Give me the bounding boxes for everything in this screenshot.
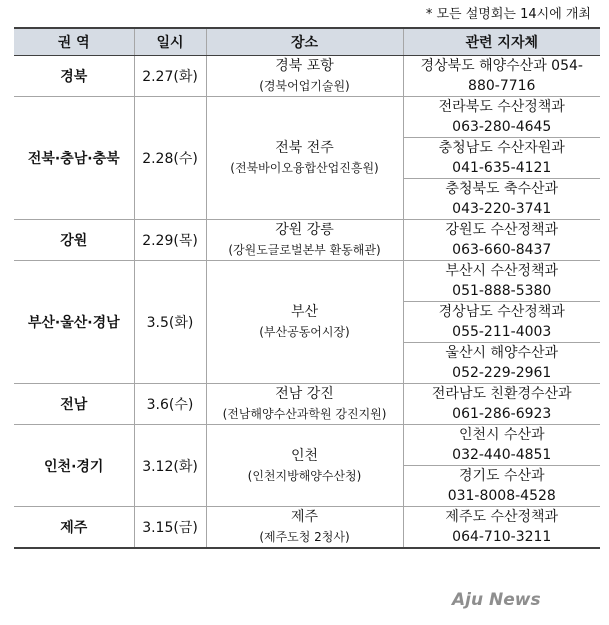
region-cell: 부산·울산·경남 bbox=[14, 261, 134, 384]
venue-cell bbox=[206, 261, 403, 384]
venue-detail: (강원도글로벌본부 환동해관) bbox=[228, 243, 381, 257]
venue-name: 전북 전주 bbox=[275, 140, 334, 156]
header-venue: 장소 bbox=[206, 28, 403, 56]
date-cell: 2.28(수) bbox=[134, 97, 206, 220]
contact-cell bbox=[403, 220, 600, 261]
venue-name: 강원 강릉 bbox=[275, 222, 334, 238]
venue-detail: (인천지방해양수산청) bbox=[247, 468, 362, 483]
contact-org: 강원도 수산정책과 bbox=[445, 222, 559, 238]
venue-cell bbox=[206, 384, 403, 425]
venue-name: 인천 bbox=[290, 447, 319, 464]
venue-detail: (경북어업기술원) bbox=[259, 79, 350, 93]
table-header-row bbox=[14, 28, 600, 56]
venue-cell bbox=[206, 425, 403, 507]
contact-org: 울산시 해양수산과 bbox=[445, 345, 559, 361]
news-watermark: Aju News bbox=[452, 590, 541, 610]
contact-cell bbox=[403, 179, 600, 220]
contact-phone: 052-229-2961 bbox=[452, 365, 552, 381]
table-row bbox=[14, 261, 600, 302]
table-row bbox=[14, 97, 600, 138]
contact-phone: 051-888-5380 bbox=[452, 283, 552, 299]
venue-name: 제주 bbox=[290, 509, 319, 525]
contact-cell bbox=[403, 138, 600, 179]
contact-org: 경상남도 수산정책과 bbox=[438, 304, 565, 320]
table-row bbox=[14, 425, 600, 466]
contact-org: 충청북도 축수산과 bbox=[445, 181, 559, 197]
date-cell: 2.29(목) bbox=[134, 220, 206, 261]
briefing-schedule-table bbox=[14, 27, 600, 549]
contact-org: 인천시 수산과 bbox=[458, 427, 545, 443]
contact-phone: 063-660-8437 bbox=[452, 242, 552, 258]
region-cell: 전남 bbox=[14, 384, 134, 425]
contact-phone: 032-440-4851 bbox=[452, 447, 552, 463]
contact-phone: 061-286-6923 bbox=[452, 406, 552, 422]
contact-cell bbox=[403, 56, 600, 97]
region-cell: 경북 bbox=[14, 56, 134, 97]
contact-org: 전라남도 친환경수산과 bbox=[431, 386, 572, 402]
contact-cell bbox=[403, 384, 600, 425]
contact-phone: 064-710-3211 bbox=[452, 529, 552, 545]
contact-org: 경기도 수산과 bbox=[458, 468, 545, 484]
contact-phone: 055-211-4003 bbox=[452, 324, 552, 340]
contact-cell bbox=[403, 302, 600, 343]
venue-name: 전남 강진 bbox=[275, 386, 334, 402]
venue-detail: (전북바이오융합산업진흥원) bbox=[230, 161, 379, 175]
contact-org: 경상북도 해양수산과 054- bbox=[420, 58, 583, 74]
contact-cell bbox=[403, 261, 600, 302]
venue-detail: (제주도청 2청사) bbox=[259, 530, 350, 544]
meeting-time-note: * 모든 설명회는 14시에 개최 bbox=[425, 7, 591, 22]
region-cell: 제주 bbox=[14, 507, 134, 549]
venue-name: 경북 포항 bbox=[275, 58, 334, 74]
contact-phone: 063-280-4645 bbox=[452, 119, 552, 135]
contact-cell bbox=[403, 425, 600, 466]
contact-phone: 031-8008-4528 bbox=[447, 488, 556, 504]
contact-cell bbox=[403, 466, 600, 507]
contact-cell bbox=[403, 97, 600, 138]
contact-org: 제주도 수산정책과 bbox=[445, 509, 559, 525]
region-cell: 강원 bbox=[14, 220, 134, 261]
table-row bbox=[14, 56, 600, 97]
table-row bbox=[14, 384, 600, 425]
table-row bbox=[14, 507, 600, 549]
region-cell: 인천·경기 bbox=[14, 425, 134, 507]
date-cell: 3.15(금) bbox=[134, 507, 206, 549]
contact-phone: 880-7716 bbox=[468, 78, 536, 94]
venue-name: 부산 bbox=[290, 304, 319, 320]
contact-phone: 041-635-4121 bbox=[452, 160, 552, 176]
header-date: 일시 bbox=[134, 28, 206, 56]
venue-cell bbox=[206, 220, 403, 261]
table-row bbox=[14, 220, 600, 261]
region-cell: 전북·충남·충북 bbox=[14, 97, 134, 220]
header-contact: 관련 지자체 bbox=[403, 28, 600, 56]
venue-detail: (부산공동어시장) bbox=[259, 325, 350, 339]
venue-cell bbox=[206, 56, 403, 97]
contact-org: 부산시 수산정책과 bbox=[445, 263, 559, 279]
date-cell: 3.6(수) bbox=[134, 384, 206, 425]
contact-cell bbox=[403, 343, 600, 384]
venue-cell bbox=[206, 97, 403, 220]
contact-org: 전라북도 수산정책과 bbox=[438, 99, 565, 115]
header-region: 권 역 bbox=[14, 28, 134, 56]
contact-cell bbox=[403, 507, 600, 549]
date-cell: 3.12(화) bbox=[134, 425, 206, 507]
contact-org: 충청남도 수산자원과 bbox=[438, 140, 565, 156]
venue-detail: (전남해양수산과학원 강진지원) bbox=[222, 407, 387, 421]
date-cell: 2.27(화) bbox=[134, 56, 206, 97]
date-cell: 3.5(화) bbox=[134, 261, 206, 384]
contact-phone: 043-220-3741 bbox=[452, 201, 552, 217]
venue-cell bbox=[206, 507, 403, 549]
